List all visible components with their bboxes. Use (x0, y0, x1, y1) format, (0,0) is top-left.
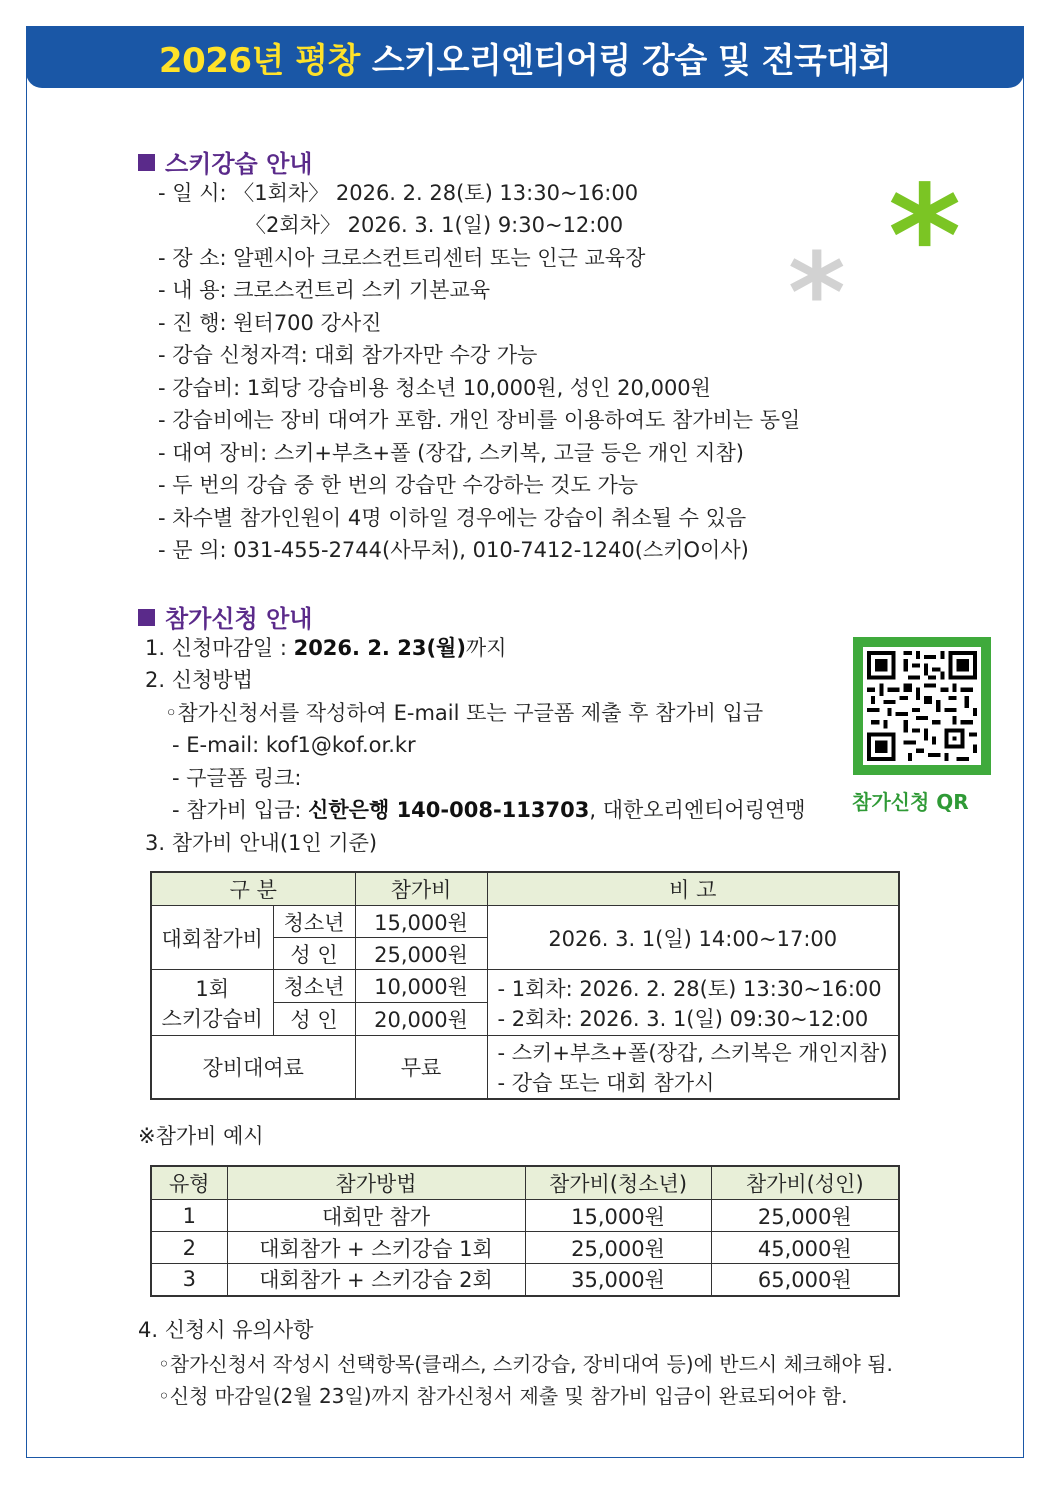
deadline-date: 2026. 2. 23(월) (293, 636, 466, 660)
email-line[interactable]: - E-mail: kof1@kof.or.kr (172, 733, 416, 757)
table-cell: 25,000원 (711, 1200, 899, 1232)
qr-code-icon (863, 647, 981, 765)
table-cell: 성 인 (273, 938, 355, 970)
table-cell: 대회만 참가 (227, 1200, 525, 1232)
table-cell: 10,000원 (355, 970, 487, 1003)
method-description: ◦참가신청서를 작성하여 E-mail 또는 구글폼 제출 후 참가비 입금 (165, 701, 764, 725)
lesson-line: - 두 번의 강습 중 한 번의 강습만 수강하는 것도 가능 (158, 473, 639, 497)
lesson-label: 1회 스키강습비 (151, 970, 273, 1036)
table-cell: 20,000원 (355, 1003, 487, 1036)
qr-label: 참가신청 QR (852, 790, 969, 814)
registration-heading: 참가신청 안내 (138, 599, 312, 634)
fee-table (150, 871, 900, 1100)
payment-line: - 참가비 입금: 신한은행 140-008-113703, 대한오리엔티어링연맹 (172, 798, 806, 822)
lesson-line: - 대여 장비: 스키+부츠+폴 (장갑, 스키복, 고글 등은 개인 지참) (158, 441, 744, 465)
table-cell: 대회참가 + 스키강습 2회 (227, 1264, 525, 1296)
table-cell: 15,000원 (525, 1200, 711, 1232)
note-item: ◦신청 마감일(2월 23일)까지 참가신청서 제출 및 참가비 입금이 완료되어야 함. (158, 1384, 848, 1408)
notes-title: 4. 신청시 유의사항 (138, 1318, 314, 1342)
table-row (151, 1264, 899, 1296)
table-row (151, 1200, 899, 1232)
header-cell: 구 분 (151, 872, 355, 906)
gray-asterisk-decoration: * (788, 229, 846, 357)
table-cell: 청소년 (273, 970, 355, 1003)
lesson-line: - 강습비: 1회당 강습비용 청소년 10,000원, 성인 20,000원 (158, 376, 711, 400)
table-header-row (151, 1166, 899, 1200)
table-row (151, 1036, 899, 1099)
table-cell: 25,000원 (525, 1232, 711, 1264)
table-cell: 2 (151, 1232, 227, 1264)
table-cell: 25,000원 (355, 938, 487, 970)
table-row (151, 1232, 899, 1264)
header-cell: 유형 (151, 1166, 227, 1200)
lesson-line: - 내 용: 크로스컨트리 스키 기본교육 (158, 278, 491, 302)
table-cell: 15,000원 (355, 906, 487, 938)
lesson-line: 〈2회차〉 2026. 3. 1(일) 9:30~12:00 (245, 213, 624, 237)
ski-lesson-heading: 스키강습 안내 (138, 144, 312, 179)
example-title: ※참가비 예시 (138, 1124, 264, 1148)
table-cell: 35,000원 (525, 1264, 711, 1296)
rental-fee: 무료 (355, 1036, 487, 1099)
fee-title: 3. 참가비 안내(1인 기준) (145, 831, 378, 855)
table-cell: 65,000원 (711, 1264, 899, 1296)
note-item: ◦참가신청서 작성시 선택항목(클래스, 스키강습, 장비대여 등)에 반드시 체크해야 됨. (158, 1352, 893, 1376)
rental-note: - 스키+부츠+폴(장갑, 스키복은 개인지참) - 강습 또는 대회 참가시 (487, 1036, 899, 1099)
competition-label: 대회참가비 (151, 906, 273, 970)
lesson-line: - 차수별 참가인원이 4명 이하일 경우에는 강습이 취소될 수 있음 (158, 506, 747, 530)
bank-account: 신한은행 140-008-113703 (308, 798, 590, 822)
table-cell: 성 인 (273, 1003, 355, 1036)
header-cell: 비 고 (487, 872, 899, 906)
table-row (151, 906, 899, 938)
lesson-note: - 1회차: 2026. 2. 28(토) 13:30~16:00 - 2회차: 2026. 3. 1(일) 09:30~12:00 (487, 970, 899, 1036)
googleform-line: - 구글폼 링크: (172, 766, 302, 790)
lesson-line: - 장 소: 알펜시아 크로스컨트리센터 또는 인근 교육장 (158, 246, 646, 270)
lesson-line: - 문 의: 031-455-2744(사무처), 010-7412-1240(스키O이사) (158, 538, 749, 562)
table-cell: 대회참가 + 스키강습 1회 (227, 1232, 525, 1264)
header-cell: 참가방법 (227, 1166, 525, 1200)
header-cell: 참가비(청소년) (525, 1166, 711, 1200)
deadline-line: 1. 신청마감일 : 2026. 2. 23(월)까지 (145, 636, 507, 660)
registration-qr-code[interactable] (853, 637, 991, 775)
rental-label: 장비대여료 (151, 1036, 355, 1099)
lesson-line: - 강습 신청자격: 대회 참가자만 수강 가능 (158, 343, 538, 367)
table-cell: 3 (151, 1264, 227, 1296)
green-asterisk-decoration: * (888, 156, 962, 319)
competition-note: 2026. 3. 1(일) 14:00~17:00 (487, 906, 899, 970)
lesson-line: - 일 시: 〈1회차〉 2026. 2. 28(토) 13:30~16:00 (158, 181, 639, 205)
title-year-place: 2026년 평창 (158, 40, 360, 81)
title-banner (26, 26, 1024, 88)
square-bullet-icon (138, 154, 155, 171)
table-cell: 45,000원 (711, 1232, 899, 1264)
square-bullet-icon (138, 609, 155, 626)
method-title: 2. 신청방법 (145, 668, 253, 692)
table-cell: 1 (151, 1200, 227, 1232)
lesson-line: - 강습비에는 장비 대여가 포함. 개인 장비를 이용하여도 참가비는 동일 (158, 408, 801, 432)
example-table (150, 1165, 900, 1297)
header-cell: 참가비 (355, 872, 487, 906)
table-row (151, 970, 899, 1003)
lesson-line: - 진 행: 원터700 강사진 (158, 311, 382, 335)
table-cell: 청소년 (273, 906, 355, 938)
header-cell: 참가비(성인) (711, 1166, 899, 1200)
table-header-row (151, 872, 899, 906)
title-event: 스키오리엔티어링 강습 및 전국대회 (371, 40, 892, 81)
